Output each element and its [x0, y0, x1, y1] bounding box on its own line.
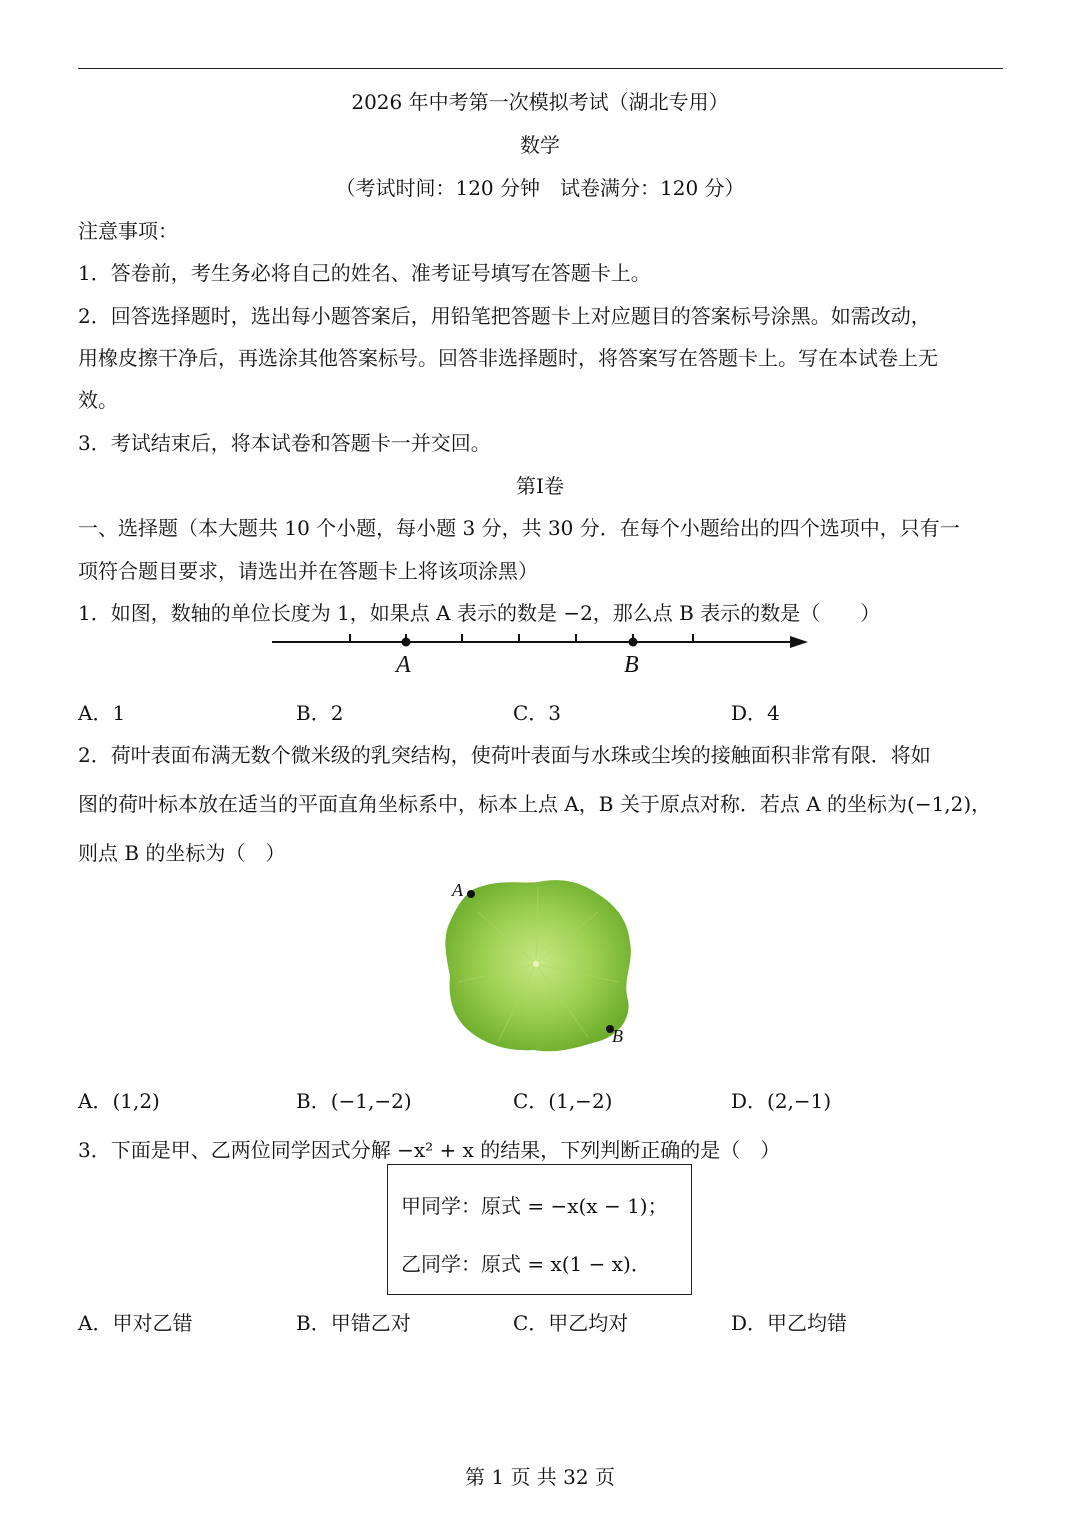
q3-option-d[interactable]: D．甲乙均错: [731, 1311, 848, 1335]
number-line-arrow: [790, 636, 808, 648]
q3-option-a[interactable]: A．甲对乙错: [78, 1311, 193, 1335]
lotus-leaf-center: [533, 961, 539, 967]
number-line-figure: [268, 628, 813, 678]
q2-stem-line-3: 则点 B 的坐标为（ ）: [78, 841, 286, 865]
q1-option-d[interactable]: D．4: [731, 701, 780, 725]
q1-option-c[interactable]: C．3: [513, 701, 562, 725]
q3-box-row-yi: 乙同学：原式 = x(1 − x)．: [401, 1252, 651, 1276]
q3-option-b[interactable]: B．甲错乙对: [296, 1311, 411, 1335]
lotus-leaf-figure: [438, 872, 638, 1062]
notice-item-2-line-1: 2．回答选择题时，选出每小题答案后，用铅笔把答题卡上对应题目的答案标号涂黑。如需改动，: [78, 304, 931, 328]
exam-title: 2026 年中考第一次模拟考试（湖北专用）: [351, 90, 729, 114]
point-a-dot: [402, 638, 411, 647]
point-a-label: A: [396, 652, 411, 678]
q1-stem: 1．如图，数轴的单位长度为 1，如果点 A 表示的数是 −2，那么点 B 表示的数是（ ）: [78, 601, 881, 625]
leaf-point-a-dot: [467, 890, 475, 898]
exam-subject: 数学: [520, 133, 560, 157]
q2-option-a[interactable]: A．(1,2): [78, 1089, 160, 1113]
notice-item-2-line-2: 用橡皮擦干净后，再选涂其他答案标号。回答非选择题时，将答案写在答题卡上。写在本试卷上无: [78, 346, 938, 370]
leaf-point-b-label: B: [612, 1026, 623, 1046]
part1-heading-line-1: 一、选择题（本大题共 10 个小题，每小题 3 分，共 30 分．在每个小题给出的四个选项中，只有一: [78, 516, 960, 540]
q2-option-c[interactable]: C．(1,−2): [513, 1089, 613, 1113]
notice-item-2-line-3: 效。: [78, 388, 118, 412]
q2-option-b[interactable]: B．(−1,−2): [296, 1089, 412, 1113]
exam-info: （考试时间：120 分钟 试卷满分：120 分）: [335, 176, 745, 200]
notice-item-3: 3．考试结束后，将本试卷和答题卡一并交回。: [78, 431, 491, 455]
notice-item-1: 1．答卷前，考生务必将自己的姓名、准考证号填写在答题卡上。: [78, 261, 651, 285]
leaf-point-a-label: A: [452, 880, 463, 900]
q2-stem-line-2: 图的荷叶标本放在适当的平面直角坐标系中，标本上点 A，B 关于原点对称．若点 A 的坐标为(−1,2)，: [78, 792, 992, 816]
q1-option-a[interactable]: A．1: [78, 701, 126, 725]
q1-option-b[interactable]: B．2: [296, 701, 344, 725]
q3-answer-box: [387, 1164, 692, 1295]
header-rule: [78, 68, 1003, 69]
q3-option-c[interactable]: C．甲乙均对: [513, 1311, 629, 1335]
q2-option-d[interactable]: D．(2,−1): [731, 1089, 832, 1113]
q3-box-row-jia: 甲同学：原式 = −x(x − 1)；: [401, 1194, 668, 1218]
q3-stem: 3．下面是甲、乙两位同学因式分解 −x² + x 的结果，下列判断正确的是（ ）: [78, 1138, 781, 1162]
q2-stem-line-1: 2．荷叶表面布满无数个微米级的乳突结构，使荷叶表面与水珠或尘埃的接触面积非常有限．将如: [78, 743, 931, 767]
volume-heading: 第I卷: [516, 474, 564, 498]
point-b-dot: [629, 638, 638, 647]
part1-heading-line-2: 项符合题目要求，请选出并在答题卡上将该项涂黑）: [78, 559, 538, 583]
notice-heading: 注意事项：: [78, 219, 178, 243]
page-footer: 第 1 页 共 32 页: [465, 1465, 615, 1489]
point-b-label: B: [624, 652, 639, 678]
